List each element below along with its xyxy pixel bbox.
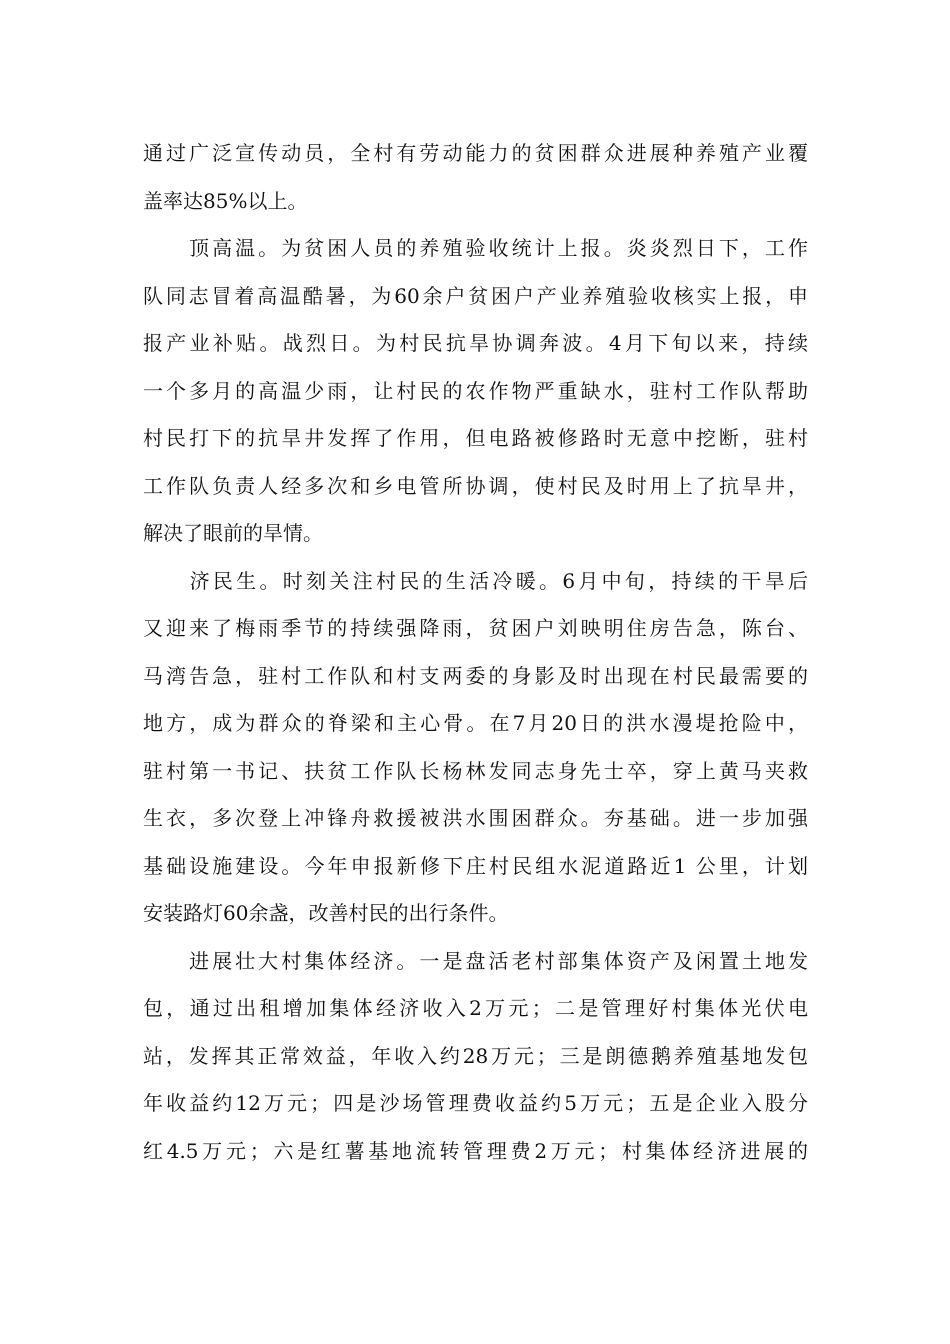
text-line: 安装路灯60余盏，改善村民的出行条件。 <box>143 901 509 925</box>
text-line: 进展壮大村集体经济。一是盘活老村部集体资产及闲置土地发 <box>143 948 808 973</box>
text-line: 基础设施建设。今年申报新修下庄村民组水泥道路近1 公里，计划 <box>143 853 808 878</box>
text-line: 站，发挥其正常效益，年收入约28万元；三是朗德鹅养殖基地发包 <box>143 1043 808 1068</box>
text-line: 报产业补贴。战烈日。为村民抗旱协调奔波。4月下旬以来，持续 <box>143 331 808 355</box>
text-line: 包，通过出租增加集体经济收入2万元；二是管理好村集体光伏电 <box>143 996 808 1020</box>
text-line: 队同志冒着高温酷暑，为60余户贫困户产业养殖验收核实上报，申 <box>143 283 808 308</box>
text-line: 生衣，多次登上冲锋舟救援被洪水围困群众。夯基础。进一步加强 <box>143 806 808 830</box>
text-line: 顶高温。为贫困人员的养殖验收统计上报。炎炎烈日下，工作 <box>143 236 808 260</box>
text-line: 通过广泛宣传动员，全村有劳动能力的贫困群众进展种养殖产业覆 <box>143 141 808 165</box>
text-line: 驻村第一书记、扶贫工作队长杨林发同志身先士卒，穿上黄马夹救 <box>143 758 808 783</box>
text-line: 工作队负责人经多次和乡电管所协调，使村民及时用上了抗旱井， <box>143 473 808 498</box>
text-line: 盖率达85%以上。 <box>143 188 308 213</box>
text-line: 解决了眼前的旱情。 <box>143 521 323 545</box>
text-line: 又迎来了梅雨季节的持续强降雨，贫困户刘映明住房告急，陈台、 <box>143 616 808 640</box>
text-line: 地方，成为群众的脊梁和主心骨。在7月20日的洪水漫堤抢险中， <box>143 711 808 735</box>
text-line: 年收益约12万元；四是沙场管理费收益约5万元；五是企业入股分 <box>143 1091 808 1115</box>
text-line: 马湾告急，驻村工作队和村支两委的身影及时出现在村民最需要的 <box>143 663 808 688</box>
text-line: 村民打下的抗旱井发挥了作用，但电路被修路时无意中挖断，驻村 <box>143 426 808 450</box>
text-line: 红4.5万元；六是红薯基地流转管理费2万元；村集体经济进展的 <box>143 1138 808 1163</box>
text-line: 济民生。时刻关注村民的生活冷暖。6月中旬，持续的干旱后 <box>143 568 808 593</box>
body-text <box>143 130 808 1175</box>
text-line: 一个多月的高温少雨，让村民的农作物严重缺水，驻村工作队帮助 <box>143 378 808 403</box>
